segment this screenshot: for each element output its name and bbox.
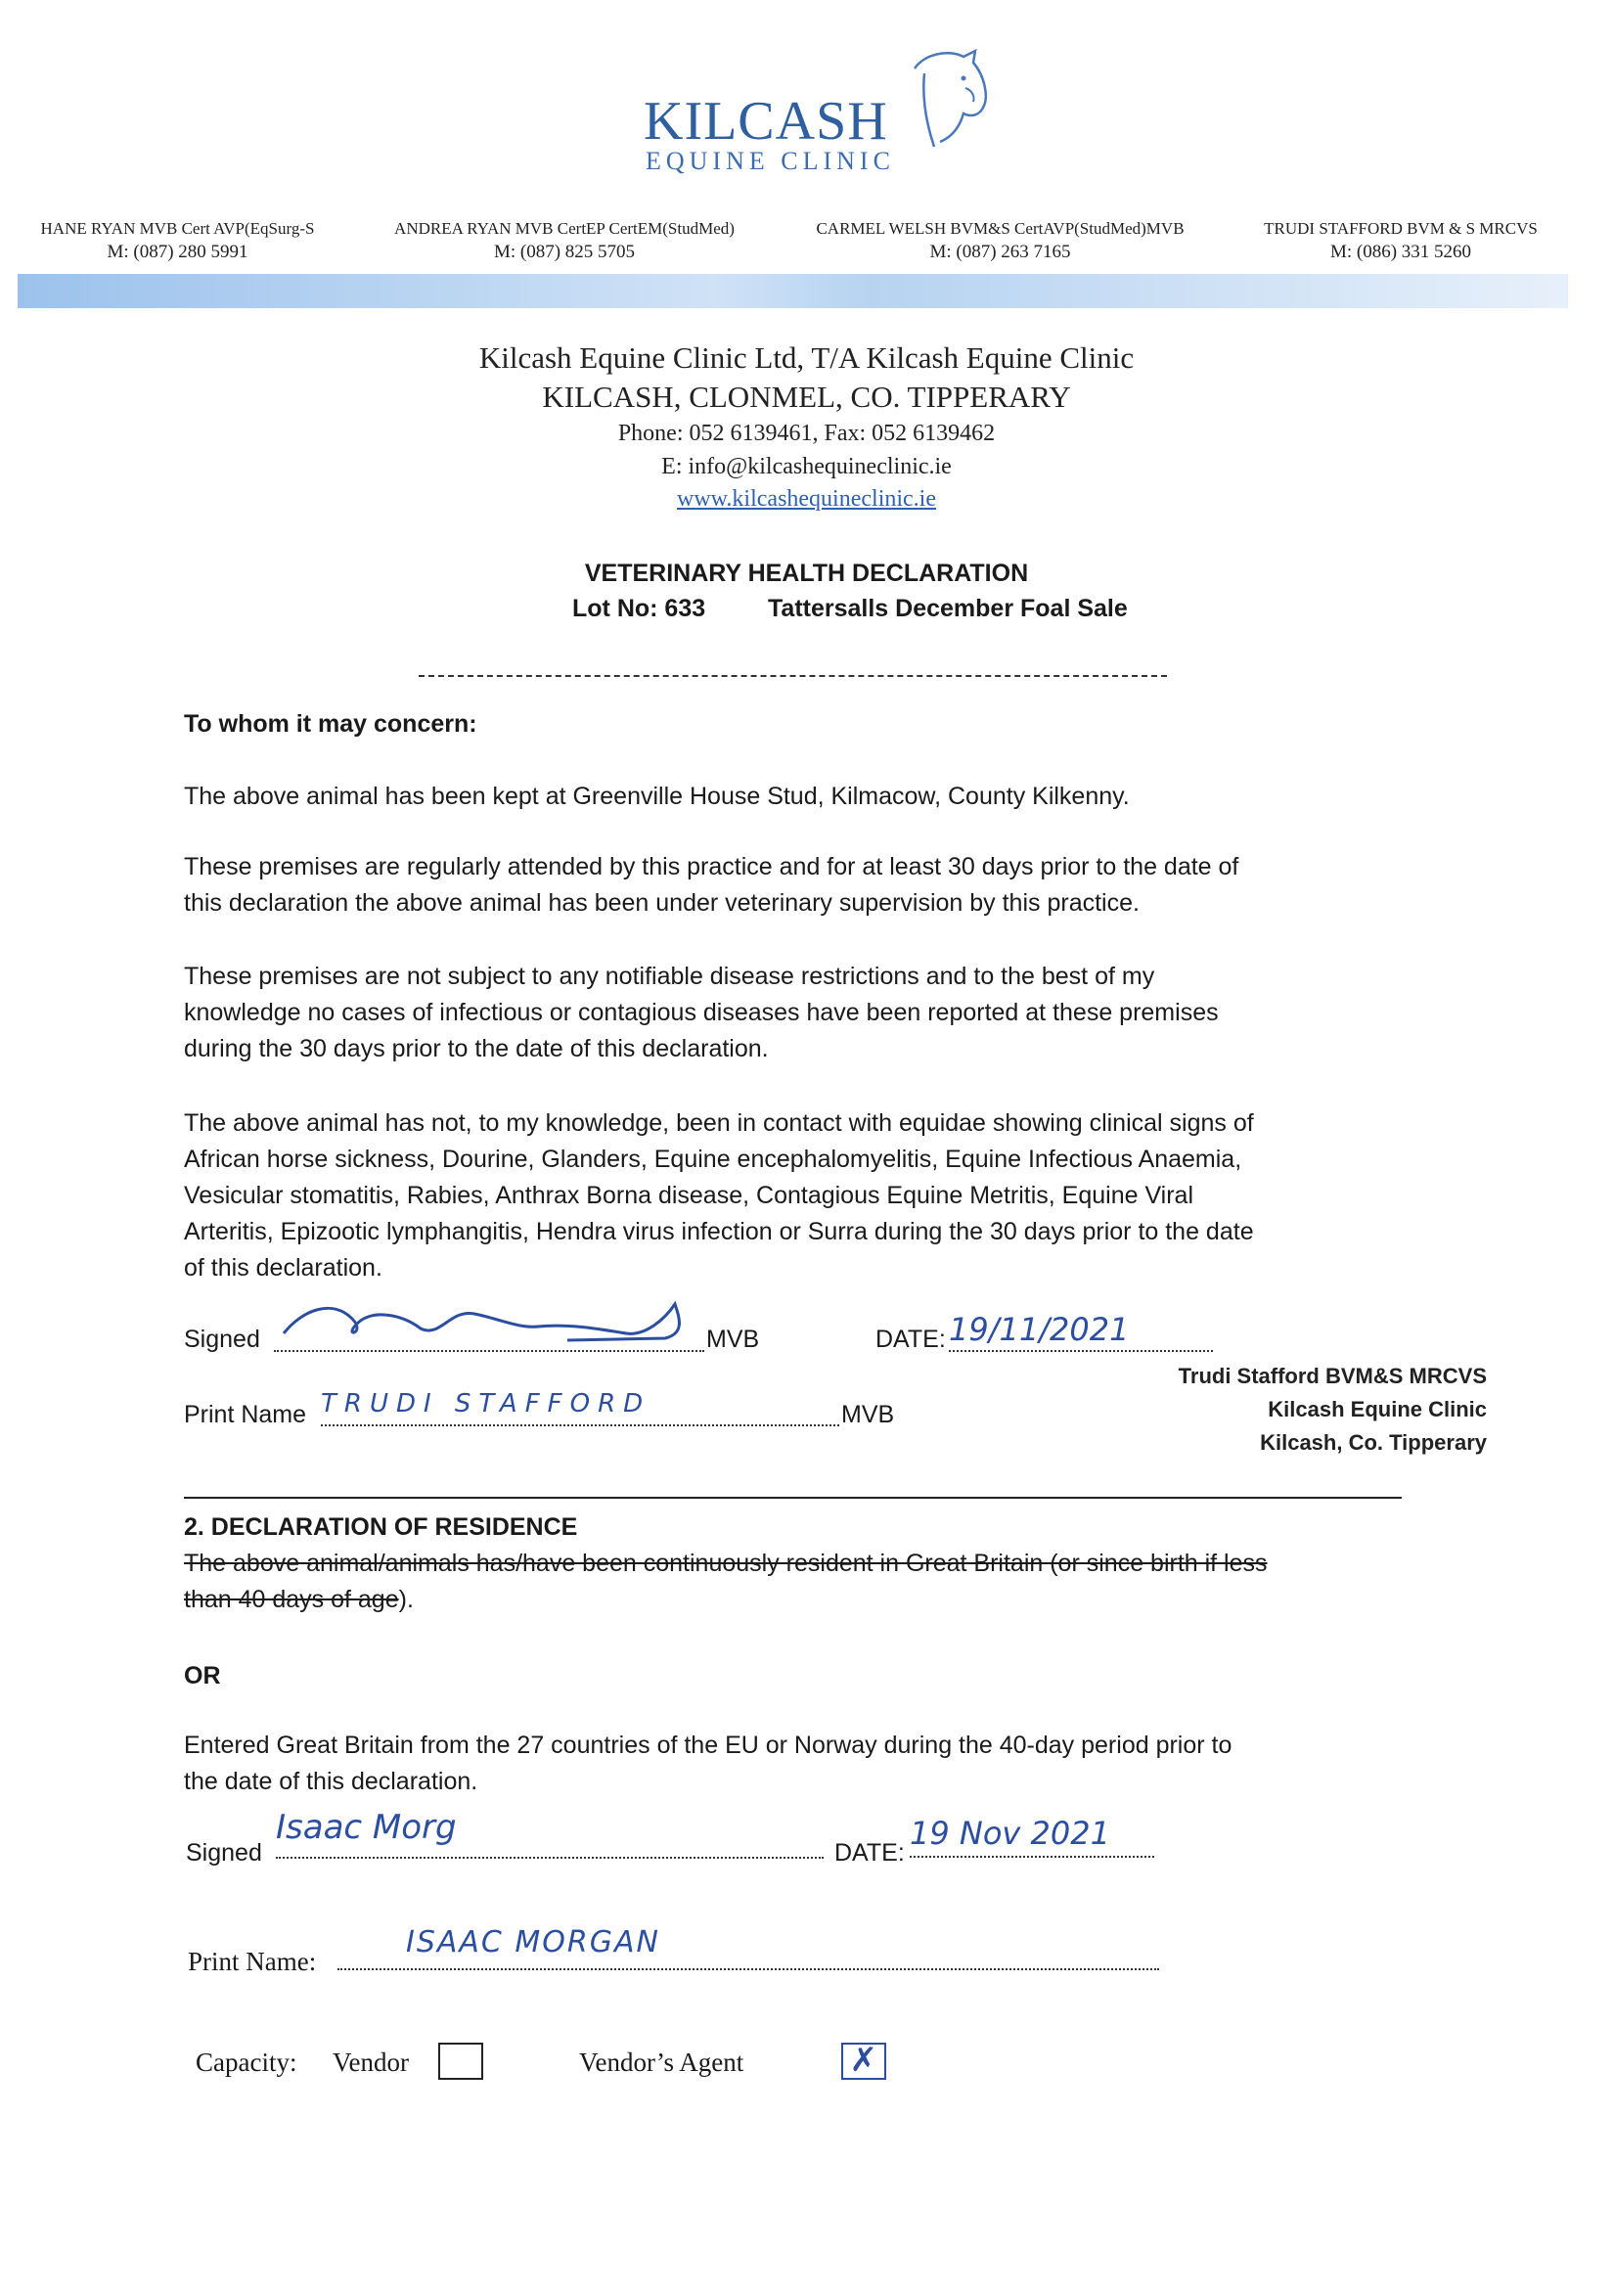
- vet-name: ANDREA RYAN MVB CertEP CertEM(StudMed): [394, 219, 735, 238]
- vet-entry: [14, 217, 341, 264]
- text-fragment: ).: [398, 1586, 414, 1613]
- paragraph-supervision: [184, 849, 1416, 922]
- vet-print-mvb-suffix: MVB: [841, 1401, 895, 1428]
- vendor-agent-checkbox[interactable]: [841, 2043, 886, 2080]
- or-separator: OR: [184, 1662, 221, 1689]
- dashed-divider: [419, 675, 1167, 677]
- vet-entry: [783, 217, 1218, 264]
- vet-entry: [364, 217, 765, 264]
- stamp-line: Trudi Stafford BVM&S MRCVS: [1178, 1364, 1487, 1388]
- vet-date-field[interactable]: 19/11/2021: [949, 1311, 1213, 1352]
- agent-date-label: DATE:: [834, 1839, 905, 1867]
- agent-print-field[interactable]: ISAAC MORGAN: [337, 1925, 1159, 1970]
- vet-name: CARMEL WELSH BVM&S CertAVP(StudMed)MVB: [816, 219, 1185, 238]
- agent-date-field[interactable]: 19 Nov 2021: [910, 1815, 1154, 1858]
- text-line: the date of this declaration.: [184, 1768, 478, 1795]
- company-location: KILCASH, CLONMEL, CO. TIPPERARY: [542, 380, 1071, 414]
- vendor-agent-label: Vendor’s Agent: [579, 2048, 744, 2077]
- section-divider: [184, 1497, 1402, 1499]
- text-line: of this declaration.: [184, 1254, 382, 1282]
- vet-mobile: M: (087) 263 7165: [929, 242, 1071, 262]
- vet-signature-scribble-icon: [274, 1289, 704, 1348]
- residence-heading: 2. DECLARATION OF RESIDENCE: [184, 1513, 578, 1541]
- vet-mobile: M: (086) 331 5260: [1329, 242, 1472, 262]
- company-phone: Phone: 052 6139461, Fax: 052 6139462: [617, 421, 996, 446]
- vet-date-label: DATE:: [875, 1326, 946, 1353]
- text-line: Arteritis, Epizootic lymphangitis, Hendra virus infection or Surra during the 30 days prior to the date: [184, 1218, 1254, 1245]
- text-line: These premises are regularly attended by this practice and for at least 30 days prior to the date of: [184, 853, 1239, 880]
- agent-print-label: Print Name:: [188, 1947, 317, 1976]
- text-line: Vesicular stomatitis, Rabies, Anthrax Borna disease, Contagious Equine Metritis, Equine Viral: [184, 1182, 1194, 1209]
- residence-struck-paragraph: [184, 1546, 1416, 1618]
- text-line: African horse sickness, Dourine, Glanders, Equine encephalomyelitis, Equine Infectious Anaemia,: [184, 1146, 1242, 1173]
- vet-mobile: M: (087) 280 5991: [107, 242, 248, 262]
- salutation: To whom it may concern:: [184, 710, 477, 738]
- logo-subtitle: EQUINE CLINIC: [646, 147, 895, 175]
- logo-wordmark: KILCASH: [644, 91, 888, 152]
- struck-line: The above animal/animals has/have been continuously resident in Great Britain (or since birth if less: [184, 1550, 1268, 1577]
- capacity-label: Capacity:: [196, 2048, 297, 2077]
- vendor-checkbox[interactable]: [438, 2043, 483, 2080]
- text-line: during the 30 days prior to the date of this declaration.: [184, 1035, 769, 1062]
- text-line: Entered Great Britain from the 27 countries of the EU or Norway during the 40-day period prior to: [184, 1732, 1232, 1759]
- company-website-wrap: [0, 486, 1613, 513]
- vet-print-label: Print Name: [184, 1401, 307, 1428]
- vet-name: TRUDI STAFFORD BVM & S MRCVS: [1264, 219, 1538, 238]
- text-line: knowledge no cases of infectious or contagious diseases have been reported at these premises: [184, 999, 1219, 1026]
- stamp-line: Kilcash, Co. Tipperary: [1260, 1430, 1487, 1455]
- lot-number: Lot No: 633: [572, 595, 706, 622]
- paragraph-restrictions: [184, 959, 1416, 1067]
- clinic-stamp: [1135, 1360, 1487, 1460]
- struck-line: than 40 days of age: [184, 1586, 399, 1613]
- paragraph-residence: The above animal has been kept at Greenville House Stud, Kilmacow, County Kilkenny.: [184, 783, 1130, 810]
- company-name: Kilcash Equine Clinic Ltd, T/A Kilcash Equine Clinic: [478, 340, 1135, 375]
- company-email: E: info@kilcashequineclinic.ie: [661, 454, 952, 479]
- text-line: this declaration the above animal has been under veterinary supervision by this practice.: [184, 889, 1140, 917]
- entered-paragraph: [184, 1728, 1416, 1800]
- vendor-label: Vendor: [333, 2048, 409, 2077]
- stamp-line: Kilcash Equine Clinic: [1268, 1397, 1487, 1421]
- paragraph-diseases: [184, 1105, 1416, 1286]
- letterhead-color-band: [18, 274, 1568, 308]
- text-line: These premises are not subject to any notifiable disease restrictions and to the best of my: [184, 963, 1155, 990]
- vet-mobile: M: (087) 825 5705: [493, 242, 636, 262]
- agent-signature-field[interactable]: Isaac Morg: [276, 1808, 824, 1859]
- vet-print-field[interactable]: TRUDI STAFFORD: [321, 1389, 839, 1426]
- vet-name: HANE RYAN MVB Cert AVP(EqSurg-S: [40, 219, 315, 238]
- vet-mvb-suffix: MVB: [706, 1326, 760, 1353]
- vet-entry: [1234, 217, 1567, 264]
- horse-head-logo-icon: [895, 49, 993, 161]
- declaration-title: VETERINARY HEALTH DECLARATION: [584, 560, 1029, 587]
- vet-signed-label: Signed: [184, 1326, 260, 1353]
- company-website-link[interactable]: www.kilcashequineclinic.ie: [676, 486, 937, 512]
- agent-check-mark: ✗: [849, 2041, 877, 2080]
- text-line: The above animal has not, to my knowledge, been in contact with equidae showing clinical signs of: [184, 1109, 1254, 1137]
- sale-name: Tattersalls December Foal Sale: [768, 595, 1128, 622]
- agent-signed-label: Signed: [186, 1839, 262, 1867]
